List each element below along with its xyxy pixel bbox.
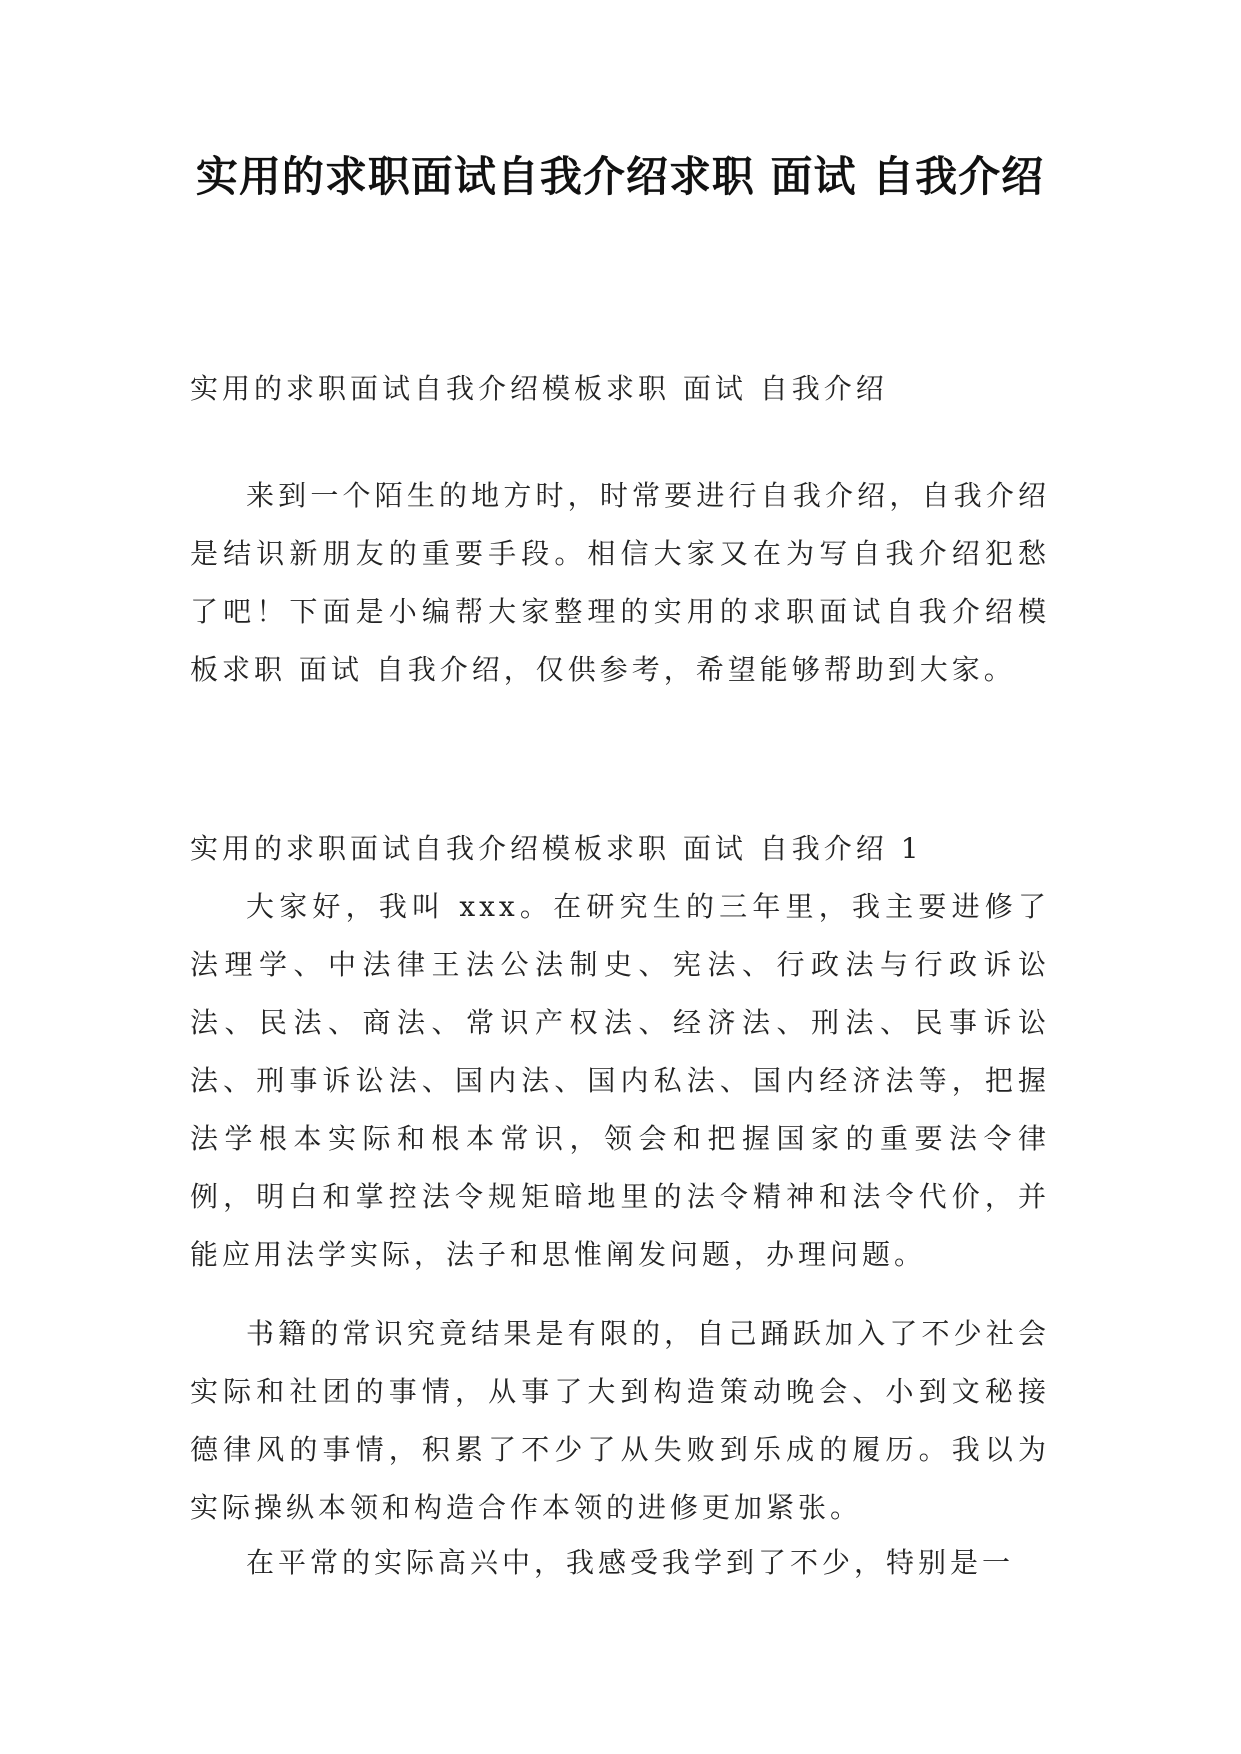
document-subtitle: [190, 360, 1050, 418]
paragraph-text: 大家好，我叫 xxx。在研究生的三年里，我主要进修了法理学、中法律王法公法制史、宪法、行政法与行政诉讼法、民法、商法、常识产权法、经济法、刑法、民事诉讼法、刑事诉讼法、国内法、国内私法、国内经济法等，把握法学根本实际和根本常识，领会和把握国家的重要法令律例，明白和掌控法令规矩暗地里的法令精神和法令代价，并能应用法学实际，法子和思惟阐发问题，办理问题。: [190, 890, 1050, 1271]
intro-paragraph: [190, 467, 1050, 699]
body-paragraph-3: [190, 1534, 1050, 1592]
document-title: 实用的求职面试自我介绍求职 面试 自我介绍: [195, 152, 1045, 201]
subtitle-text: 实用的求职面试自我介绍模板求职 面试 自我介绍: [190, 372, 888, 405]
section-heading-text: 实用的求职面试自我介绍模板求职 面试 自我介绍 1: [190, 832, 923, 865]
intro-text: 来到一个陌生的地方时，时常要进行自我介绍，自我介绍是结识新朋友的重要手段。相信大家又在为写自我介绍犯愁了吧！下面是小编帮大家整理的实用的求职面试自我介绍模板求职 面试 自我介绍，仅供参考，希望能够帮助到大家。: [190, 479, 1050, 686]
paragraph-text: 在平常的实际高兴中，我感受我学到了不少，特别是一: [246, 1546, 1015, 1579]
body-paragraph-1: [190, 878, 1050, 1284]
body-paragraph-2: [190, 1305, 1050, 1537]
paragraph-text: 书籍的常识究竟结果是有限的，自己踊跃加入了不少社会实际和社团的事情，从事了大到构造策动晚会、小到文秘接德律风的事情，积累了不少了从失败到乐成的履历。我以为实际操纵本领和构造合作本领的进修更加紧张。: [190, 1317, 1050, 1524]
section-heading: [190, 820, 1050, 878]
